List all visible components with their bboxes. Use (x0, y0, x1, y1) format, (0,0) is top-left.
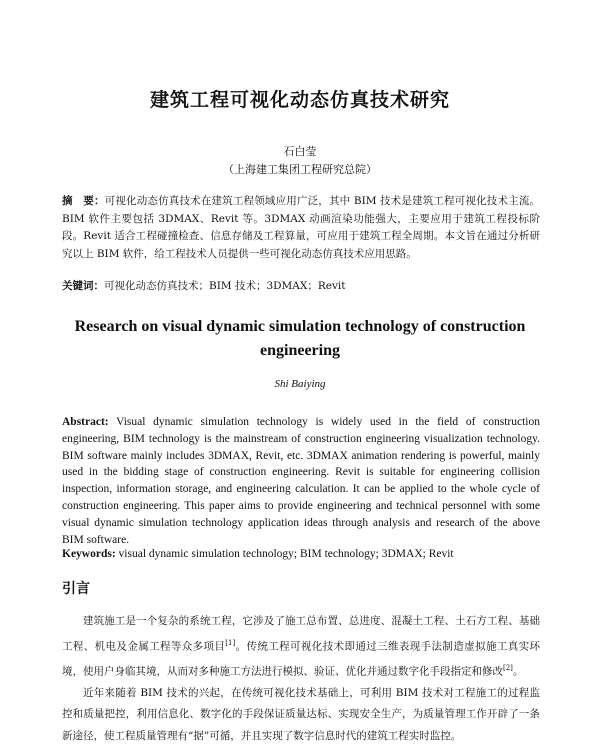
introduction-body (62, 611, 540, 747)
english-author: Shi Baiying (274, 378, 326, 390)
chinese-abstract (62, 193, 540, 263)
english-abstract (62, 414, 540, 548)
chinese-title: 建筑工程可视化动态仿真技术研究 (149, 89, 450, 111)
paragraph-2: 近年来随着 BIM 技术的兴起，在传统可视化技术基础上，可利用 BIM 技术对工程施工的过程监控和质量把控，利用信息化、数字化的手段保证质量达标、实现安全生产，为质量管理工作开辟了一条新途径，使工程质量管理有“据”可循，并且实现了数字信息时代的建筑工程实时监控。 (62, 686, 540, 742)
english-abstract-text: Visual dynamic simulation technology is widely used in the field of construction engineering, BIM technology is the mainstream of construction engineering visualization technology. BIM software mainly includes 3DMAX, Revit, etc. 3DMAX animation rendering is powerful, mainly used in the bidding stage of construction engineering. Revit is suitable for engineering collision inspection, information storage, and engineering calculation. It can be applied to the whole cycle of construction engineering. This paper aims to provide engineering and technical personnel with some visual dynamic simulation technology application ideas through analysis and research of the above BIM software. (62, 416, 540, 546)
section-heading-introduction: 引言 (62, 581, 90, 597)
citation-2[interactable]: [2] (503, 663, 513, 672)
chinese-keywords-label: 关键词： (62, 280, 104, 292)
english-title: Research on visual dynamic simulation technology of construction engineering (74, 318, 526, 359)
english-keywords-text: visual dynamic simulation technology; BIM technology; 3DMAX; Revit (118, 548, 454, 560)
paragraph-1-end: 。 (512, 665, 524, 677)
english-keywords-label: Keywords: (62, 548, 116, 560)
paragraph-1 (62, 611, 540, 683)
chinese-keywords (62, 278, 540, 295)
chinese-author: 石白莹 (283, 145, 317, 158)
paragraph-1-text-2: 。传统工程可视化技术即通过三维表现手法制造虚拟施工真实环境，使用户身临其境，从而对多种施工方法进行模拟、验证、优化并通过数字化手段指定和修改 (62, 640, 541, 677)
citation-1[interactable]: [1] (225, 638, 236, 647)
english-abstract-label: Abstract: (62, 416, 109, 428)
paragraph-1-text: 建筑施工是一个复杂的系统工程，它涉及了施工总布置、总进度、混凝土工程、土石方工程、基础工程、机电及金属工程等众多项目 (62, 615, 540, 652)
chinese-keywords-text: 可视化动态仿真技术；BIM 技术；3DMAX；Revit (104, 280, 346, 292)
chinese-abstract-label: 摘 要： (62, 195, 105, 207)
english-keywords (62, 546, 540, 562)
chinese-affiliation: （上海建工集团工程研究总院） (223, 163, 377, 176)
chinese-abstract-text: 可视化动态仿真技术在建筑工程领域应用广泛，其中 BIM 技术是建筑工程可视化技术主流。BIM 软件主要包括 3DMAX、Revit 等。3DMAX 动画渲染功能强大，主要应用于建筑工程投标阶段。Revit 适合工程碰撞检查、信息存储及工程算量，可应用于建筑工程全周期。本文旨在通过分析研究以上 BIM 软件，给工程技术人员提供一些可视化动态仿真技术应用思路。 (62, 195, 540, 260)
